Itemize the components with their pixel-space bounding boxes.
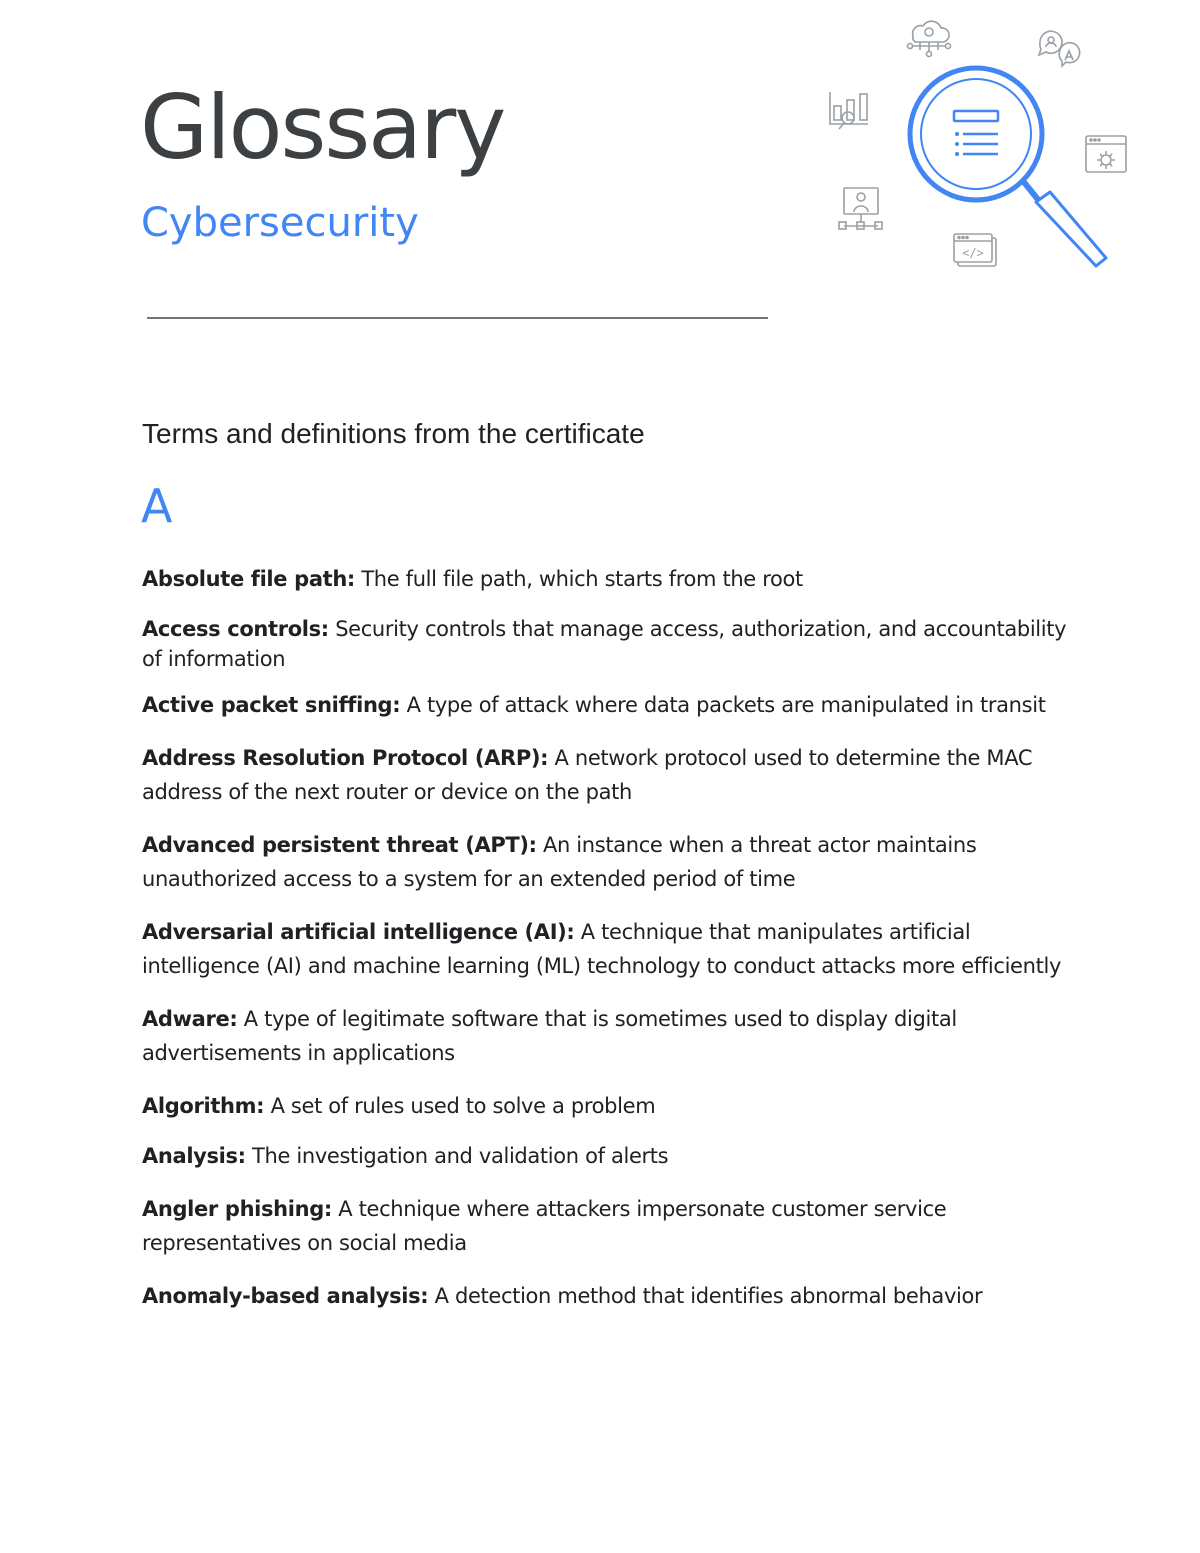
glossary-entry (142, 828, 1072, 896)
glossary-entry (142, 741, 1072, 809)
user-hierarchy-icon (839, 188, 882, 229)
entry-definition: A set of rules used to solve a problem (270, 1094, 656, 1118)
entry-definition: A technique that manipulates artificial intelligence (AI) and machine learning (ML) technology to conduct attacks more efficiently (142, 920, 1062, 978)
glossary-entries (142, 562, 1072, 1313)
entry-definition: A technique where attackers impersonate customer service representatives on social media (142, 1197, 947, 1255)
page-title: Glossary (140, 76, 505, 179)
glossary-entry (142, 1139, 1072, 1173)
glossary-entry (142, 915, 1072, 983)
entry-term: Active packet sniffing: (142, 693, 401, 717)
entry-definition: A network protocol used to determine the MAC address of the next router or device on the path (142, 746, 1033, 804)
entry-definition: A type of legitimate software that is sometimes used to display digital advertisements in applications (142, 1007, 957, 1065)
cloud-network-icon (908, 21, 951, 56)
entry-term: Adversarial artificial intelligence (AI): (142, 920, 575, 944)
entry-definition: An instance when a threat actor maintains unauthorized access to a system for an extended period of time (142, 833, 977, 891)
settings-window-icon (1086, 136, 1126, 172)
chart-search-icon (830, 92, 868, 129)
glossary-entry (142, 688, 1072, 722)
entry-term: Absolute file path: (142, 567, 355, 591)
glossary-entry (142, 1002, 1072, 1070)
page-subtitle: Cybersecurity (141, 200, 419, 246)
entry-definition: A type of attack where data packets are manipulated in transit (406, 693, 1046, 717)
header-illustration (820, 8, 1140, 280)
magnifying-glass-list-icon (910, 68, 1106, 266)
entry-definition: The full file path, which starts from the root (361, 567, 803, 591)
entry-term: Adware: (142, 1007, 238, 1031)
glossary-entry (142, 562, 1072, 596)
glossary-entry (142, 1192, 1072, 1260)
glossary-entry (142, 1089, 1072, 1123)
entry-definition: A detection method that identifies abnormal behavior (434, 1284, 983, 1308)
glossary-entry (142, 614, 1072, 674)
entry-term: Anomaly-based analysis: (142, 1284, 429, 1308)
entry-term: Analysis: (142, 1144, 246, 1168)
intro-heading: Terms and definitions from the certificate (142, 418, 645, 449)
title-divider (147, 317, 768, 319)
code-glyph: </> (962, 246, 984, 260)
section-letter: A (141, 479, 173, 533)
entry-term: Algorithm: (142, 1094, 265, 1118)
entry-term: Angler phishing: (142, 1197, 332, 1221)
entry-definition: Security controls that manage access, authorization, and accountability of information (142, 617, 1067, 671)
entry-term: Address Resolution Protocol (ARP): (142, 746, 549, 770)
chat-bubbles-icon (1039, 31, 1080, 66)
entry-definition: The investigation and validation of alerts (252, 1144, 669, 1168)
glossary-entry (142, 1279, 1072, 1313)
entry-term: Access controls: (142, 617, 329, 641)
entry-term: Advanced persistent threat (APT): (142, 833, 537, 857)
